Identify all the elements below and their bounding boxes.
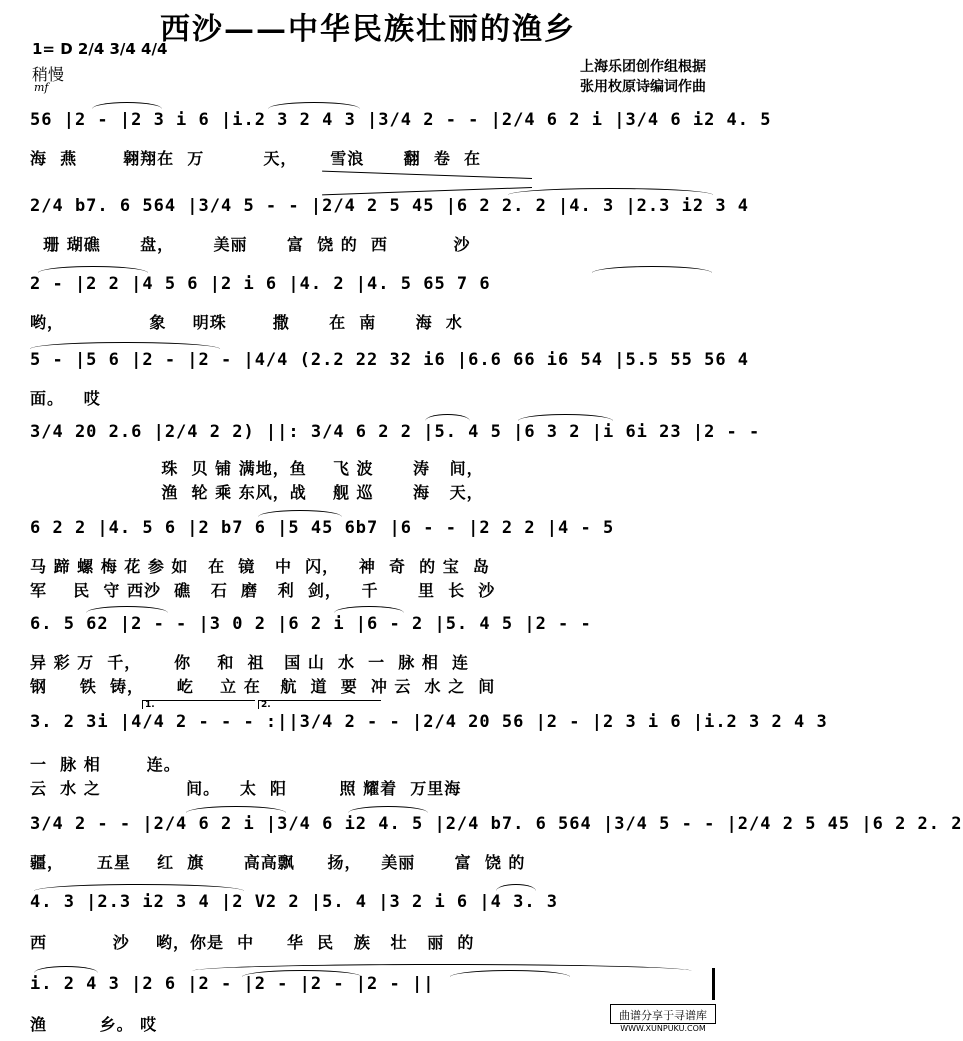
notes-row-3: 2 - |2 2 |4 5 6 |2 i 6 |4. 2 |4. 5 65 7 6 bbox=[30, 274, 491, 294]
lyrics-row-9: 疆， 五星 红 旗 高高飘 扬， 美丽 富 饶 的 bbox=[30, 853, 526, 872]
lyrics-row-4: 面。 哎 bbox=[30, 389, 101, 408]
tempo-marking: 稍慢 bbox=[32, 65, 65, 84]
slur bbox=[92, 102, 162, 109]
notes-row-8: 3. 2 3i |4/4 2 - - - :||3/4 2 - - |2/4 20 56 |2 - |2 3 i 6 |i.2 3 2 4 3 bbox=[30, 712, 828, 732]
slur bbox=[34, 884, 244, 891]
lyrics-row-6a: 马 蹄 螺 梅 花 参 如 在 镜 中 闪， 神 奇 的 宝 岛 bbox=[30, 557, 490, 576]
hairpin bbox=[322, 178, 532, 188]
lyrics-row-2: 珊 瑚礁 盘， 美丽 富 饶 的 西 沙 bbox=[30, 235, 471, 254]
slur bbox=[86, 606, 168, 613]
staff-row-10 bbox=[30, 886, 715, 918]
staff-row-4 bbox=[30, 344, 750, 376]
staff-row-6 bbox=[30, 512, 715, 544]
slur bbox=[38, 266, 148, 273]
key-signature: 1= D 2/4 3/4 4/4 bbox=[32, 40, 168, 58]
staff-row-8 bbox=[30, 700, 828, 738]
notes-row-1: 56 |2 - |2 3 i 6 |i.2 3 2 4 3 |3/4 2 - - |2/4 6 2 i |3/4 6 i2 4. 5 bbox=[30, 110, 772, 130]
slur bbox=[592, 266, 712, 273]
staff-row-2 bbox=[30, 190, 750, 222]
slur bbox=[258, 510, 342, 517]
final-barline bbox=[712, 968, 715, 1000]
notes-row-5: 3/4 20 2.6 |2/4 2 2) ||: 3/4 6 2 2 |5. 4 5 |6 3 2 |i 6i 23 |2 - - bbox=[30, 422, 761, 442]
notes-row-10: 4. 3 |2.3 i2 3 4 |2 V2 2 |5. 4 |3 2 i 6 |4 3. 3 bbox=[30, 892, 559, 912]
volta-2: 2. bbox=[258, 700, 381, 709]
slur bbox=[242, 970, 362, 977]
watermark bbox=[610, 1004, 716, 1033]
watermark-url: WWW.XUNPUKU.COM bbox=[620, 1024, 706, 1033]
slur bbox=[496, 884, 536, 891]
dynamic-marking: mf bbox=[34, 81, 49, 94]
credit-line-1: 上海乐团创作组根据 bbox=[580, 59, 706, 75]
lyrics-row-1: 海 燕 翱翔在 万 天， 雪浪 翻 卷 在 bbox=[30, 149, 481, 168]
staff-row-3 bbox=[30, 268, 715, 300]
notes-row-7: 6. 5 62 |2 - - |3 0 2 |6 2 i |6 - 2 |5. 4 5 |2 - - bbox=[30, 614, 592, 634]
lyrics-row-7b: 钢 铁 铸， 屹 立 在 航 道 要 冲 云 水 之 间 bbox=[30, 677, 496, 696]
lyrics-row-7a: 异 彩 万 千， 你 和 祖 国 山 水 一 脉 相 连 bbox=[30, 653, 469, 672]
notes-row-2: 2/4 b7. 6 564 |3/4 5 - - |2/4 2 5 45 |6 2 2. 2 |4. 3 |2.3 i2 3 4 bbox=[30, 196, 750, 216]
staff-row-9 bbox=[30, 808, 963, 840]
staff-row-11 bbox=[30, 968, 715, 1000]
staff-row-1 bbox=[30, 104, 772, 136]
lyrics-row-5a: 珠 贝 铺 满地，鱼 飞 波 涛 间， bbox=[30, 459, 484, 478]
slur bbox=[334, 606, 404, 613]
staff-row-7 bbox=[30, 608, 715, 640]
slur bbox=[186, 806, 286, 813]
slur bbox=[268, 102, 360, 109]
volta-1: 1. bbox=[142, 700, 255, 709]
lyrics-row-5b: 渔 轮 乘 东风，战 舰 巡 海 天， bbox=[30, 483, 484, 502]
notes-row-4: 5 - |5 6 |2 - |2 - |4/4 (2.2 22 32 i6 |6.6 66 i6 54 |5.5 55 56 4 bbox=[30, 350, 750, 370]
song-title: 西沙——中华民族壮丽的渔乡 bbox=[160, 12, 576, 47]
lyrics-row-6b: 军 民 守 西沙 礁 石 磨 利 剑， 千 里 长 沙 bbox=[30, 581, 496, 600]
lyrics-row-10: 西 沙 哟，你是 中 华 民 族 壮 丽 的 bbox=[30, 933, 475, 952]
staff-row-5 bbox=[30, 416, 761, 448]
slur bbox=[30, 342, 220, 349]
notes-row-6: 6 2 2 |4. 5 6 |2 b7 6 |5 45 6b7 |6 - - |2 2 2 |4 - 5 bbox=[30, 518, 615, 538]
notes-row-9: 3/4 2 - - |2/4 6 2 i |3/4 6 i2 4. 5 |2/4 b7. 6 564 |3/4 5 - - |2/4 2 5 45 |6 2 2. 2 bbox=[30, 814, 963, 834]
slur bbox=[518, 414, 613, 421]
lyrics-row-8b: 云 水 之 间。 太 阳 照 耀着 万里海 bbox=[30, 779, 462, 798]
notes-row-11: i. 2 4 3 |2 6 |2 - |2 - |2 - |2 - || bbox=[30, 974, 435, 994]
slur bbox=[348, 806, 428, 813]
lyrics-row-8a: 一 脉 相 连。 bbox=[30, 755, 181, 774]
lyrics-row-11: 渔 乡。 哎 bbox=[30, 1015, 158, 1034]
credit-line-2: 张用枚原诗编词作曲 bbox=[580, 79, 706, 95]
slur bbox=[425, 414, 470, 421]
slur bbox=[508, 188, 713, 195]
lyrics-row-3: 哟， 象 明珠 撒 在 南 海 水 bbox=[30, 313, 463, 332]
watermark-text: 曲谱分享于寻谱库 bbox=[610, 1004, 716, 1024]
slur bbox=[450, 970, 570, 977]
slur bbox=[192, 964, 692, 971]
slur bbox=[34, 966, 98, 973]
